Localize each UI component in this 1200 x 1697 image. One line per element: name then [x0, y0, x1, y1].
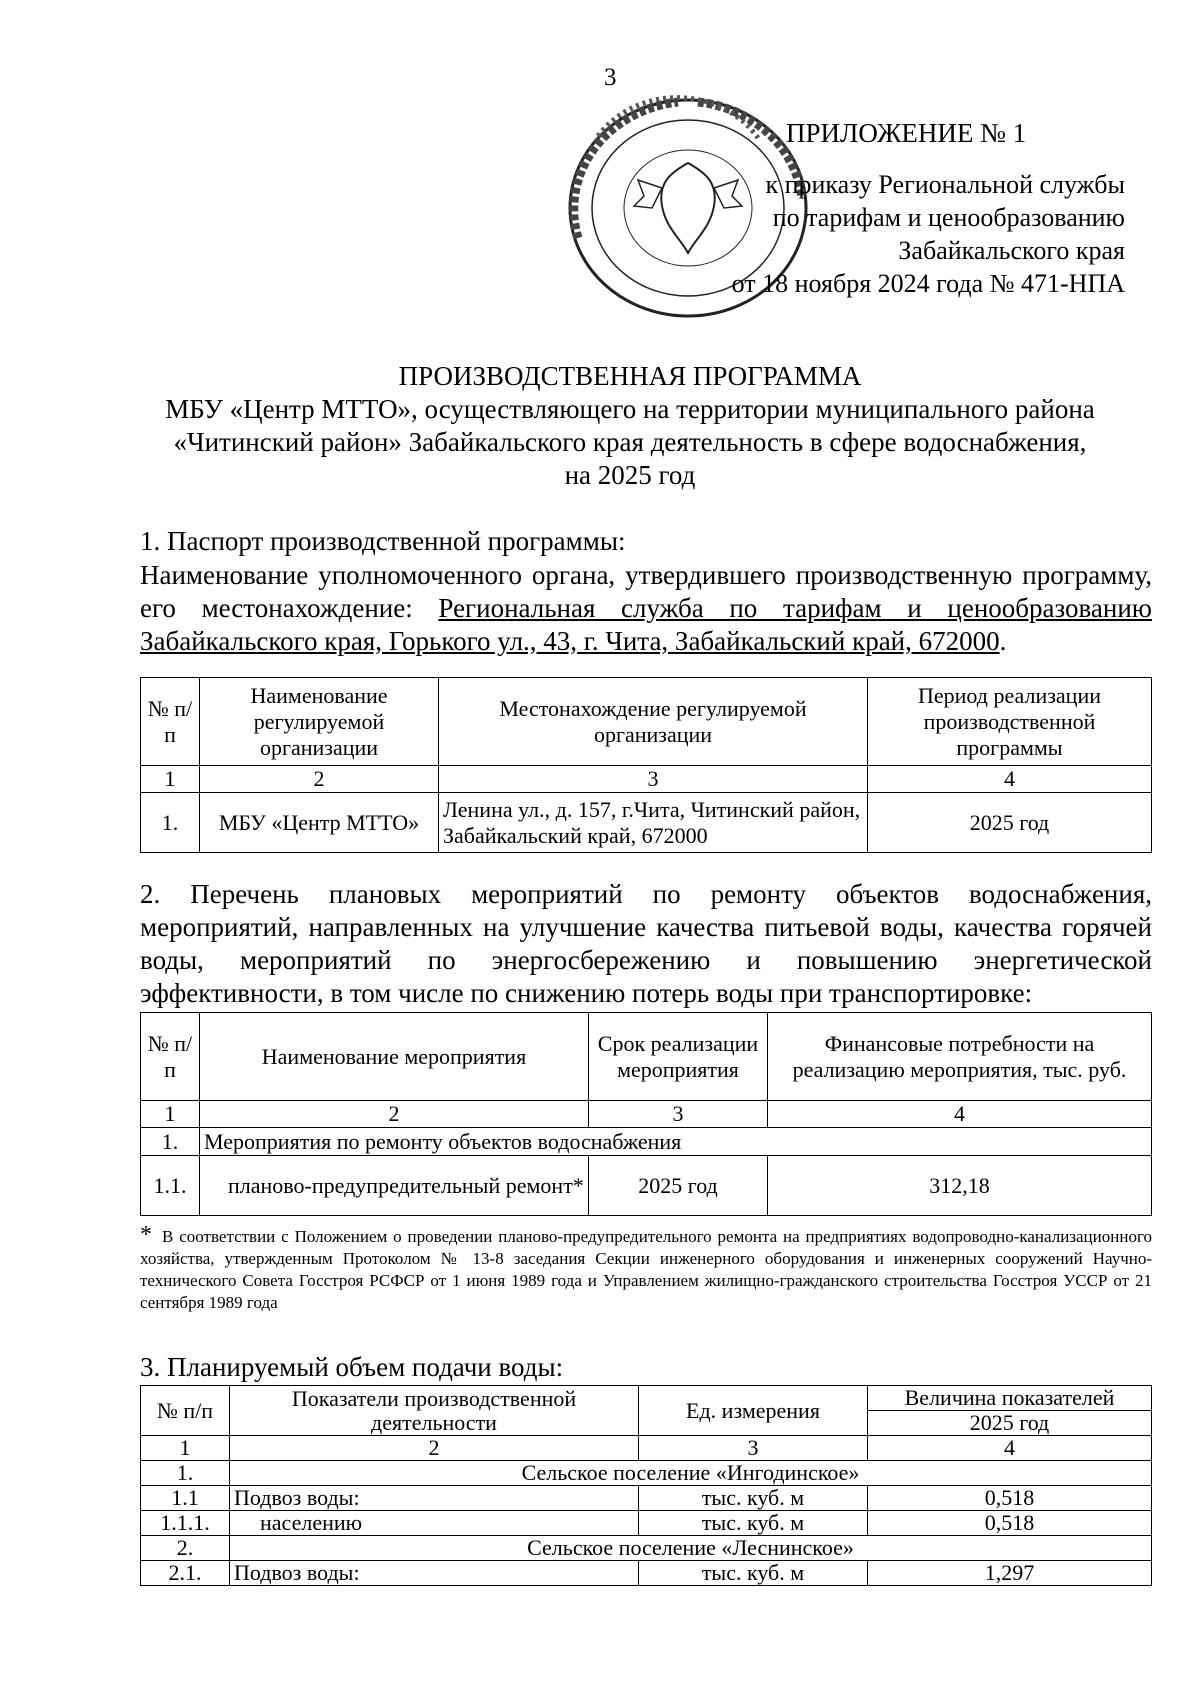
table-cell: Подвоз воды: [230, 1486, 639, 1511]
table-group-cell: Сельское поселение «Леснинское» [230, 1536, 1152, 1561]
page-number: 3 [604, 64, 617, 91]
section1-text-plain: Наименование уполномоченного органа, утвердившего производственную программу, его местонахождение: [140, 560, 1152, 623]
table-group-cell: Сельское поселение «Ингодинское» [230, 1461, 1152, 1486]
document-title [130, 360, 1130, 492]
table-cell: 2025 год [589, 1156, 768, 1216]
table-header: Наименование регулируемой организации [200, 678, 439, 766]
table-cell: Ленина ул., д. 157, г.Чита, Читинский район, Забайкальский край, 672000 [439, 793, 868, 853]
table-header: Период реализации производственной программы [868, 678, 1152, 766]
table-header: № п/п [141, 1386, 230, 1436]
order-line: к приказу Региональной службы [765, 170, 1125, 199]
table-cell: тыс. куб. м [639, 1511, 868, 1536]
order-line: от 18 ноября 2024 года № 471-НПА [731, 269, 1125, 298]
title-line: на 2025 год [564, 460, 696, 490]
table-cell: 1.1.1. [141, 1511, 230, 1536]
table-cell: 4 [768, 1101, 1152, 1128]
section3-heading: 3. Планируемый объем подачи воды: [140, 1352, 564, 1382]
section1-text-end: . [999, 626, 1007, 656]
table-cell: 1. [141, 1461, 230, 1486]
table-cell: 1,297 [868, 1561, 1152, 1586]
footnote-text: В соответствии с Положением о проведении планово-предупредительного ремонта на предприятиях водопроводно-канализационного хозяйства, утвержденным Протоколом № 13-8 заседания Секции инженерного оборудования и инженерных сооружений Научно-технического Совета Госстроя РСФСР от 1 июня 1989 года и Управлением жилищно-гражданского строительства Госстроя УССР от 21 сентября 1989 года [140, 1227, 1152, 1312]
table-cell: 1 [141, 766, 200, 793]
title-line: «Читинский район» Забайкальского края деятельность в сфере водоснабжения, [173, 427, 1087, 457]
table-cell: 0,518 [868, 1486, 1152, 1511]
table-cell: 2 [200, 766, 439, 793]
table-cell: 312,18 [768, 1156, 1152, 1216]
table-cell: 2.1. [141, 1561, 230, 1586]
table-header: № п/п [141, 678, 200, 766]
footnote-star: * [140, 1222, 152, 1248]
title-line: МБУ «Центр МТТО», осуществляющего на территории муниципального района [165, 394, 1095, 424]
passport-table [140, 677, 1152, 853]
table-cell: 3 [439, 766, 868, 793]
table-header: Финансовые потребности на реализацию мероприятия, тыс. руб. [768, 1013, 1152, 1101]
table-header: Срок реализации мероприятия [589, 1013, 768, 1101]
table-cell: тыс. куб. м [639, 1561, 868, 1586]
table-cell: 3 [639, 1436, 868, 1461]
table-cell: Подвоз воды: [230, 1561, 639, 1586]
order-line: по тарифам и ценообразованию [772, 203, 1125, 232]
table-cell: 2025 год [868, 793, 1152, 853]
table-header: Местонахождение регулируемой организации [439, 678, 868, 766]
table-header: Величина показателей [868, 1386, 1152, 1411]
table-cell: 2. [141, 1536, 230, 1561]
table-cell: 4 [868, 766, 1152, 793]
table-cell: 3 [589, 1101, 768, 1128]
title-line: ПРОИЗВОДСТВЕННАЯ ПРОГРАММА [398, 361, 862, 391]
table-cell: 0,518 [868, 1511, 1152, 1536]
table-cell: 1. [141, 1128, 200, 1156]
table-cell: тыс. куб. м [639, 1486, 868, 1511]
appendix-title: ПРИЛОЖЕНИЕ № 1 [786, 118, 1027, 148]
table-cell: 1.1. [141, 1156, 200, 1216]
measures-table [140, 1012, 1152, 1216]
water-supply-table [140, 1385, 1152, 1586]
table-cell: 1. [141, 793, 200, 853]
order-reference [695, 168, 1125, 300]
table-group-cell: Мероприятия по ремонту объектов водоснабжения [200, 1128, 1152, 1156]
table-cell: 1 [141, 1101, 200, 1128]
table-header: № п/п [141, 1013, 200, 1101]
section1-text [140, 559, 1152, 658]
table-header: Ед. измерения [639, 1386, 868, 1436]
table-cell: населению [230, 1511, 639, 1536]
order-line: Забайкальского края [898, 236, 1125, 265]
table-header: Наименование мероприятия [200, 1013, 589, 1101]
section1-text-underlined: Региональная служба по тарифам и ценообразованию Забайкальского края, Горького ул., 43, г. Чита, Забайкальский край, 672000 [140, 593, 1152, 656]
footnote [140, 1224, 1152, 1314]
table-cell: 1 [141, 1436, 230, 1461]
table-cell: 4 [868, 1436, 1152, 1461]
table-cell: 1.1 [141, 1486, 230, 1511]
table-header: 2025 год [868, 1411, 1152, 1436]
table-cell: МБУ «Центр МТТО» [200, 793, 439, 853]
section1-heading: 1. Паспорт производственной программы: [140, 526, 626, 556]
table-cell: 2 [200, 1101, 589, 1128]
table-cell: 2 [230, 1436, 639, 1461]
table-cell: планово-предупредительный ремонт* [200, 1156, 589, 1216]
section2-heading: 2. Перечень плановых мероприятий по ремонту объектов водоснабжения, мероприятий, направленных на улучшение качества питьевой воды, качества горячей воды, мероприятий по энергосбережению и повышению энергетической эффективности, в том числе по снижению потерь воды при транспортировке: [140, 879, 1152, 1008]
table-header: Показатели производственной деятельности [230, 1386, 639, 1436]
